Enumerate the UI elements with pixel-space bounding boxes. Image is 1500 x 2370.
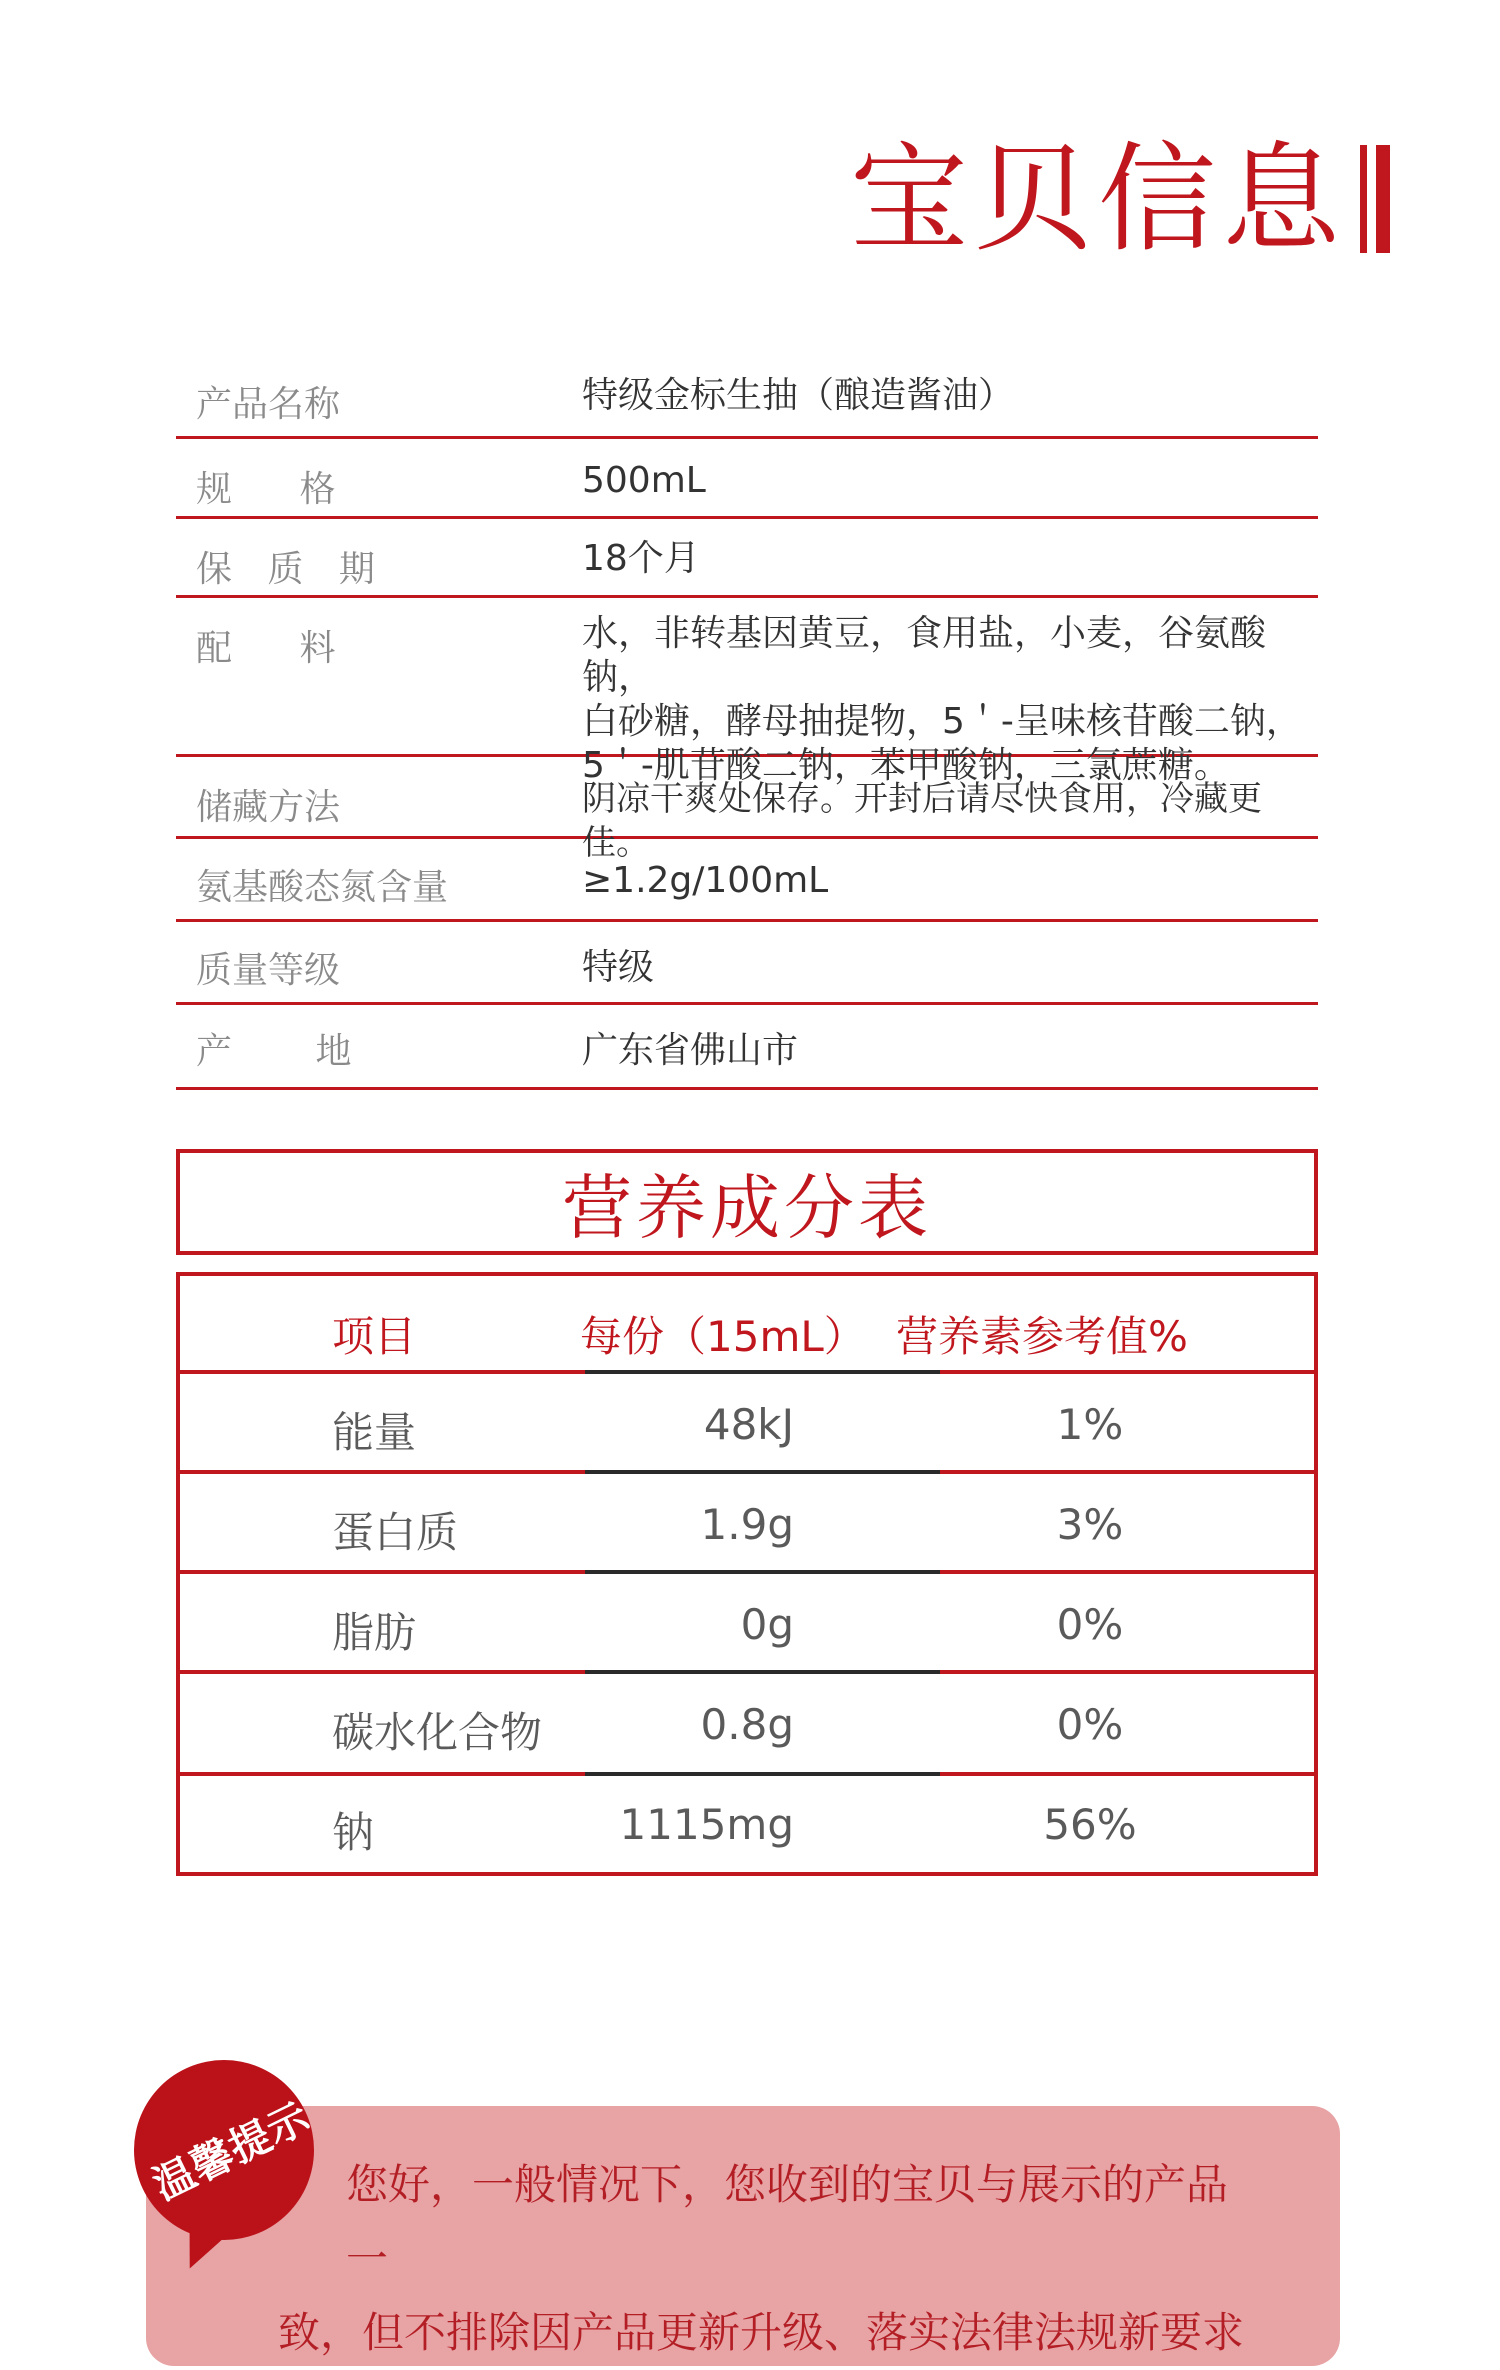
nrv-value: 3% (1056, 1500, 1124, 1549)
nrv-value: 1% (1056, 1400, 1124, 1449)
notice-badge (134, 2060, 318, 2240)
info-label: 氨基酸态氮含量 (196, 867, 449, 908)
info-label: 产品名称 (196, 384, 341, 425)
info-label: 配 料 (196, 628, 364, 669)
nutrient-name: 能量 (332, 1408, 417, 1457)
info-label: 保 质 期 (196, 549, 387, 590)
nutrition-title-box (176, 1149, 1318, 1255)
per-serving-value: 48kJ (703, 1400, 794, 1449)
title-bar-decoration (1360, 145, 1390, 253)
product-info-table (176, 362, 1318, 1090)
per-serving-value: 0g (740, 1600, 794, 1649)
header-per-serving: 每份（15mL） (580, 1312, 866, 1361)
info-value: 特级金标生抽（酿造酱油） (582, 375, 1015, 416)
table-row (180, 1374, 1314, 1474)
info-value: 特级 (582, 947, 655, 988)
nrv-value: 56% (1043, 1800, 1137, 1849)
nutrient-name: 碳水化合物 (332, 1708, 543, 1757)
info-label: 质量等级 (196, 950, 341, 991)
nutrition-header-row (180, 1276, 1314, 1376)
info-row-grade (176, 922, 1318, 1005)
info-value: ≥1.2g/100mL (582, 860, 829, 901)
header-item: 项目 (332, 1312, 417, 1361)
header-nrv: 营养素参考值% (896, 1312, 1188, 1361)
info-row-ingredients (176, 598, 1318, 786)
info-row-origin (176, 1005, 1318, 1090)
nrv-value: 0% (1056, 1700, 1124, 1749)
ingredients-line: 水，非转基因黄豆，食用盐，小麦，谷氨酸钠， (582, 613, 1267, 698)
table-row (180, 1574, 1314, 1674)
page-title: 宝贝信息 (849, 130, 1346, 268)
section-title (849, 130, 1390, 268)
nutrient-name: 钠 (332, 1808, 375, 1857)
nrv-value: 0% (1056, 1600, 1124, 1649)
info-row-shelf-life (176, 519, 1318, 598)
notice-line: 致，但不排除因产品更新升级、落实法律法规新要求 (278, 2308, 1245, 2357)
nutrition-title: 营养成分表 (562, 1166, 932, 1249)
info-value: 阴凉干爽处保存。开封后请尽快食用，冷藏更佳。 (582, 779, 1262, 863)
notice-text (230, 2148, 1250, 2370)
ingredients-line: 白砂糖，酵母抽提物，5＇-呈味核苷酸二钠， (582, 701, 1302, 742)
per-serving-value: 1115mg (619, 1800, 794, 1849)
info-row-spec (176, 439, 1318, 519)
table-row (180, 1474, 1314, 1574)
info-label: 产 地 (196, 1031, 388, 1072)
table-row (180, 1776, 1314, 1876)
info-value: 广东省佛山市 (582, 1030, 799, 1071)
ingredients-line: 5＇-肌苷酸二钠，苯甲酸钠，三氯蔗糖。 (582, 745, 1230, 786)
table-row (180, 1674, 1314, 1774)
info-label: 储藏方法 (196, 787, 341, 828)
nutrient-name: 脂肪 (332, 1608, 417, 1657)
badge-label: 温馨提示 (145, 2092, 318, 2210)
nutrient-name: 蛋白质 (332, 1508, 459, 1557)
info-row-storage (176, 757, 1318, 863)
info-value: 500mL (582, 460, 706, 501)
per-serving-value: 1.9g (700, 1500, 794, 1549)
info-row-amino-nitrogen (176, 839, 1318, 922)
info-row-product-name (176, 362, 1318, 439)
per-serving-value: 0.8g (700, 1700, 794, 1749)
notice-line: 您好，一般情况下，您收到的宝贝与展示的产品一 (346, 2160, 1229, 2283)
info-label: 规 格 (196, 469, 364, 510)
info-value: 18个月 (582, 538, 700, 579)
nutrition-table (176, 1272, 1318, 1876)
